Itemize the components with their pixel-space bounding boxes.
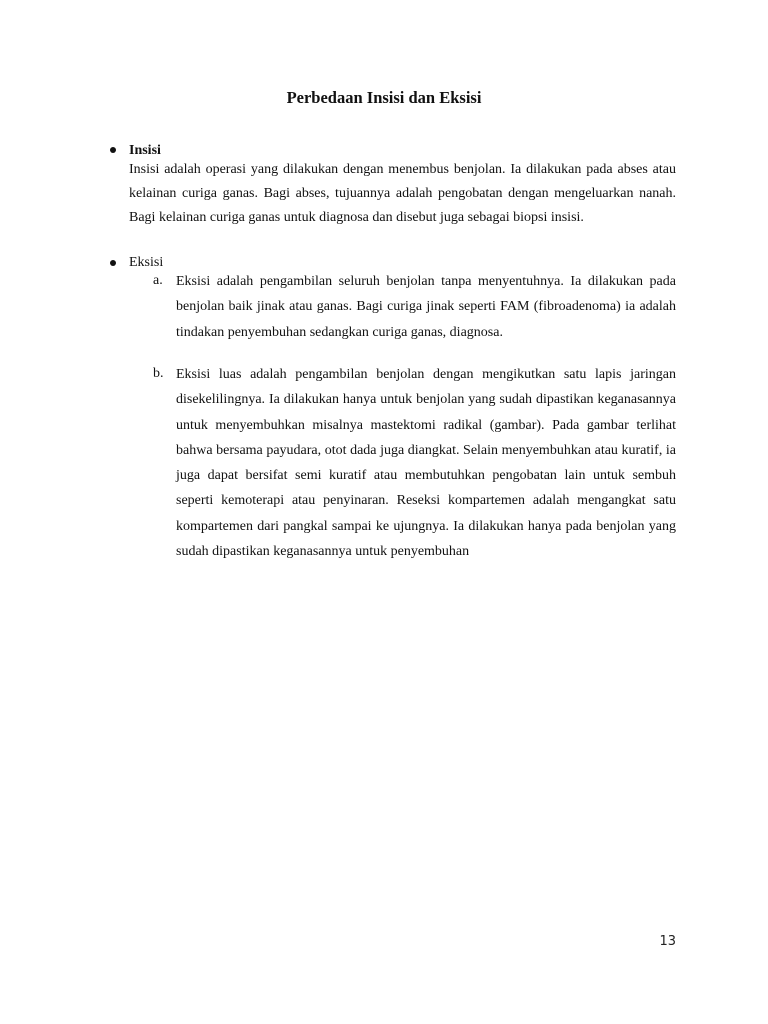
list-item-text: Eksisi adalah pengambilan seluruh benjolan tanpa menyentuhnya. Ia dilakukan pada benjolan baik jinak atau ganas. Bagi curiga jinak seperti FAM (fibroadenoma) ia adalah tindakan penyembuhan sedangkan curiga ganas, diagnosa. bbox=[176, 274, 676, 340]
bullet-icon bbox=[110, 147, 116, 153]
list-marker: b. bbox=[153, 366, 164, 381]
section-heading-eksisi: Eksisi bbox=[129, 255, 164, 270]
bullet-icon bbox=[110, 260, 116, 266]
document-title: Perbedaan Insisi dan Eksisi bbox=[286, 88, 482, 107]
list-item-text: Eksisi luas adalah pengambilan benjolan dengan mengikutkan satu lapis jaringan disekelilingnya. Ia dilakukan hanya untuk benjolan yang sudah dipastikan keganasannya untuk menyembuhkan misalnya mastektomi radikal (gambar). Pada gambar terlihat bahwa bersama payudara, otot dada juga diangkat. Selain menyembuhkan atau kuratif, ia juga dapat bersifat semi kuratif atau membutuhkan pengobatan lain untuk sembuh seperti kemoterapi atau penyinaran. Reseksi kompartemen adalah mengangkat satu kompartemen dari pangkal sampai ke ujungnya. Ia dilakukan hanya pada benjolan yang sudah dipastikan keganasannya untuk penyembuhan bbox=[176, 367, 676, 560]
page-number: 13 bbox=[659, 934, 676, 949]
section-text-insisi: Insisi adalah operasi yang dilakukan dengan menembus benjolan. Ia dilakukan pada abses atau kelainan curiga ganas. Bagi abses, tujuannya adalah pengobatan dengan mengeluarkan nanah. Bagi kelainan curiga ganas untuk diagnosa dan disebut juga sebagai biopsi insisi. bbox=[129, 162, 676, 225]
section-heading-insisi: Insisi bbox=[129, 143, 161, 158]
list-marker: a. bbox=[153, 273, 163, 288]
